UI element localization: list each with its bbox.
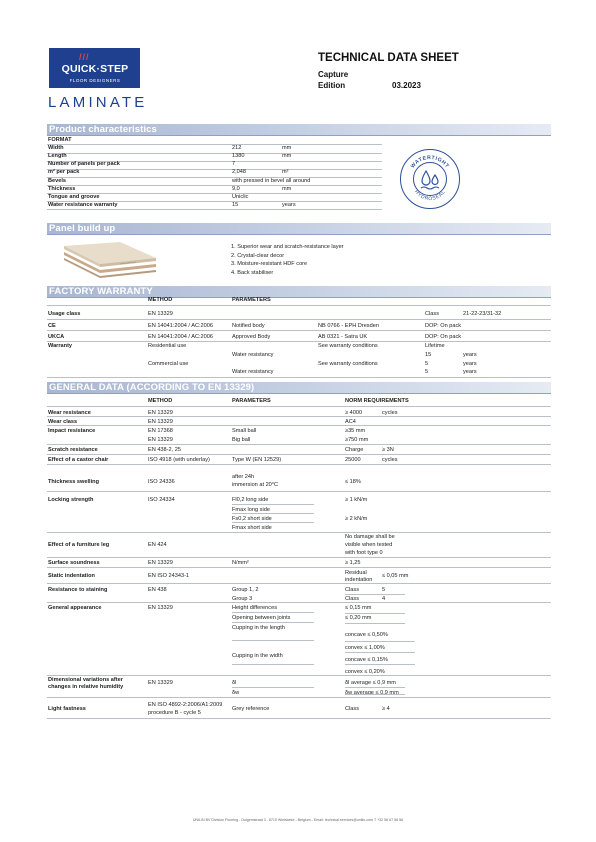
row-label: Thickness swelling (48, 479, 99, 485)
row-label: Usage class (48, 311, 81, 317)
row-param: Water resistancy (232, 352, 274, 358)
row-divider (47, 557, 551, 558)
spec-label: Number of panels per pack (48, 161, 120, 168)
cell-value: cycles (382, 457, 398, 463)
row-value: See warranty conditions (318, 343, 378, 349)
row-method: Commercial use (148, 361, 189, 367)
row-divider (47, 153, 382, 154)
cell-value: EN 13329 (148, 419, 173, 425)
cell-value: indentation (345, 577, 373, 583)
cell-value: convex ≤ 0,20% (345, 669, 385, 675)
cell-value: visible when tested (345, 542, 393, 548)
row-divider (47, 406, 551, 407)
row-value: AB 0321 - Satra UK (318, 334, 368, 340)
section-header-product: Product characteristics (47, 124, 551, 135)
row-value: DOP: On pack (425, 334, 462, 340)
spec-label: Width (48, 145, 64, 152)
logo-tagline: FLOOR DESIGNERS (69, 78, 121, 83)
row-label: UKCA (48, 334, 65, 340)
section-header-warranty: FACTORY WARRANTY (47, 286, 551, 297)
section-divider (47, 135, 551, 136)
spec-unit: years (282, 201, 296, 208)
badge-text-ring (400, 149, 460, 209)
edition-value: 03.2023 (392, 81, 421, 90)
row-param: Class (425, 311, 439, 317)
cell-value: ≤ 18% (345, 479, 361, 485)
row-unit: years (463, 369, 477, 375)
spec-label: Length (48, 153, 67, 160)
spec-value: 2,048 (232, 169, 246, 176)
cell-value: EN ISO 24343-1 (148, 573, 190, 579)
panel-layer-item: 1. Superior wear and scratch-resistance layer (231, 244, 344, 250)
cell-divider (232, 687, 314, 688)
cell-value: 4 (382, 596, 386, 602)
cell-divider (345, 613, 405, 614)
row-label: General appearance (48, 605, 102, 611)
cell-value: Class (345, 596, 359, 602)
row-divider (47, 454, 551, 455)
document-title: TECHNICAL DATA SHEET (318, 52, 459, 64)
row-divider (47, 416, 551, 417)
row-label: Surface soundness (48, 560, 100, 566)
row-divider (47, 491, 551, 492)
spec-label: Thickness (48, 185, 76, 192)
cell-value: Charge (345, 447, 364, 453)
row-label: CE (48, 323, 56, 329)
edition-label: Edition (318, 81, 346, 90)
row-divider (47, 185, 382, 186)
row-value: See warranty conditions (318, 361, 378, 367)
cell-value: δl average ≤ 0,9 mm (345, 680, 396, 686)
cell-value: Fmax long side (232, 507, 270, 513)
spec-label: m² per pack (48, 169, 80, 176)
cell-value: ISO 24334 (148, 497, 175, 503)
row-value: Lifetime (425, 343, 445, 349)
svg-text:WATERTIGHT: WATERTIGHT (409, 154, 451, 170)
cell-value: Small ball (232, 428, 257, 434)
cell-value: EN 13329 (148, 560, 173, 566)
spec-value: Uniclic (232, 193, 249, 200)
cell-value: ≥ 2 kN/m (345, 516, 368, 522)
row-method: EN 13329 (148, 311, 173, 317)
cell-divider (345, 641, 415, 642)
column-header: PARAMETERS (232, 398, 271, 404)
row-divider (47, 330, 551, 331)
row-method: EN 14041:2004 / AC:2006 (148, 334, 213, 340)
row-divider (47, 532, 551, 533)
cell-divider (232, 664, 314, 665)
cell-value: δl (232, 680, 237, 686)
spec-unit: mm (282, 153, 292, 160)
cell-value: Class (345, 706, 359, 712)
cell-value: EN 13329 (148, 437, 173, 443)
cell-value: Cupping in the length (232, 625, 285, 631)
row-divider (47, 583, 551, 584)
row-param: Water resistancy (232, 369, 274, 375)
cell-divider (345, 623, 405, 624)
row-value: 15 (425, 352, 432, 358)
spec-value: with pressed in bevel all around (232, 177, 311, 184)
panel-layers-image (60, 240, 160, 280)
row-label: Effect of a castor chair (48, 457, 109, 463)
row-label: Wear resistance (48, 410, 91, 416)
column-header: METHOD (148, 398, 173, 404)
panel-layer-item: 3. Moisture-resistant HDF core (231, 261, 308, 268)
cell-divider (232, 612, 314, 613)
cell-value: Type W (EN 12529) (232, 457, 282, 463)
cell-divider (232, 640, 314, 641)
row-label: Warranty (48, 343, 73, 349)
spec-unit: mm (282, 145, 292, 152)
cell-value: Fmax short side (232, 525, 272, 531)
logo-brand: QUICK·STEP (61, 63, 129, 75)
column-header: NORM REQUIREMENTS (345, 398, 409, 404)
cell-value: AC4 (345, 419, 356, 425)
row-value: DOP: On pack (425, 323, 462, 329)
cell-divider (345, 594, 405, 595)
row-value: 5 (425, 361, 429, 367)
cell-value: Residual (345, 570, 367, 576)
column-header: METHOD (148, 297, 173, 303)
row-value: 21-22-23/31-32 (463, 311, 502, 317)
spec-value: 15 (232, 201, 239, 208)
row-divider (47, 169, 382, 170)
spec-unit: mm (282, 185, 292, 192)
row-label: Dimensional variations after (48, 677, 123, 683)
row-divider (47, 464, 551, 465)
cell-value: Class (345, 587, 359, 593)
cell-value: ≤ 0,20 mm (345, 615, 372, 621)
row-divider (47, 697, 551, 698)
cell-value: Group 1, 2 (232, 587, 259, 593)
cell-value: cycles (382, 410, 398, 416)
footer-address: UNILIN BV Division Flooring - Ooigemstraat 3 - 8710 Wielsbeke - Belgium - Email: technical.services@unilin.com T +32 56 67 56 56 (192, 818, 404, 822)
cell-divider (345, 687, 405, 688)
row-divider (47, 444, 551, 445)
cell-divider (232, 504, 314, 505)
row-divider (47, 567, 551, 568)
spec-label: Tongue and groove (48, 193, 100, 200)
row-unit: years (463, 361, 477, 367)
cell-value: δw average ≤ 0,9 mm (345, 690, 399, 696)
row-divider (47, 341, 551, 342)
spec-value: 212 (232, 145, 242, 152)
cell-value: EN 438-2, 25 (148, 447, 181, 453)
column-header: PARAMETERS (232, 297, 271, 303)
cell-value: 25000 (345, 457, 361, 463)
cell-value: Grey reference (232, 706, 270, 712)
row-label: Light fastness (48, 706, 86, 712)
section-divider (47, 297, 551, 298)
row-param: Notified body (232, 323, 265, 329)
spec-unit: m² (282, 169, 289, 176)
cell-value: N/mm² (232, 560, 249, 566)
row-label: changes in relative humidity (48, 684, 124, 690)
spec-value: 1380 (232, 153, 245, 160)
cell-value: ≥ 1 kN/m (345, 497, 368, 503)
cell-value: EN 13329 (148, 680, 173, 686)
row-value: NB 0766 - EPH Dresden (318, 323, 379, 329)
cell-value: ≥ 4000 (345, 410, 363, 416)
row-label: Effect of a furniture leg (48, 542, 110, 548)
cell-divider (232, 622, 314, 623)
cell-value: Group 3 (232, 596, 253, 602)
section-divider (47, 393, 551, 394)
spec-label: Water resistance warranty (48, 201, 118, 208)
row-divider (47, 209, 382, 210)
cell-value: EN 424 (148, 542, 167, 548)
row-divider (47, 602, 551, 603)
svg-text:HYDROSEAL: HYDROSEAL (413, 189, 447, 203)
row-divider (47, 177, 382, 178)
cell-value: concave ≤ 0,15% (345, 657, 388, 663)
cell-value: ≥ 1,25 (345, 560, 361, 566)
row-method: Residential use (148, 343, 187, 349)
row-divider (47, 425, 551, 426)
cell-value: EN ISO 4892-2:2006/A1:2009 (148, 702, 223, 708)
section-divider (47, 234, 551, 235)
cell-value: with foot type 0 (345, 550, 383, 556)
row-label: Impact resistance (48, 428, 96, 434)
row-value: 5 (425, 369, 429, 375)
cell-value: ≥35 mm (345, 428, 366, 434)
cell-value: procedure B - cycle 5 (148, 710, 201, 716)
cell-value: after 24h (232, 474, 255, 480)
cell-value: EN 13329 (148, 410, 173, 416)
row-divider (47, 675, 551, 676)
cell-value: 5 (382, 587, 386, 593)
section-header-general: GENERAL DATA (ACCORDING TO EN 13329) (47, 382, 551, 393)
row-label: Locking strength (48, 497, 94, 503)
cell-value: Cupping in the width (232, 653, 283, 659)
logo-mark: /// (79, 52, 90, 62)
cell-value: EN 13329 (148, 605, 173, 611)
row-unit: years (463, 352, 477, 358)
product-name: Capture (318, 70, 349, 79)
product-line: LAMINATE (48, 94, 148, 111)
cell-value: ≥ 3N (382, 447, 394, 453)
cell-value: ISO 24336 (148, 479, 175, 485)
cell-divider (232, 522, 314, 523)
section-header-panel: Panel build up (47, 223, 551, 234)
cell-value: ≤ 0,15 mm (345, 605, 372, 611)
row-label: Resistance to staining (48, 587, 108, 593)
cell-value: Height differences (232, 605, 277, 611)
row-label: Static indentation (48, 573, 95, 579)
row-divider (47, 377, 551, 378)
row-label: Wear class (48, 419, 78, 425)
cell-value: δw (232, 690, 240, 696)
cell-value: EN 438 (148, 587, 167, 593)
cell-value: ≥750 mm (345, 437, 369, 443)
cell-value: EN 17368 (148, 428, 173, 434)
cell-value: concave ≤ 0,50% (345, 632, 388, 638)
row-divider (47, 144, 382, 145)
panel-layer-item: 2. Crystal-clear decor (231, 252, 285, 259)
row-divider (47, 718, 551, 719)
cell-value: Fl0,2 long side (232, 497, 269, 503)
cell-value: ≤ 0,05 mm (382, 573, 409, 579)
spec-value: 9,0 (232, 185, 240, 192)
cell-value: Big ball (232, 437, 251, 443)
spec-label: FORMAT (48, 137, 72, 143)
panel-layer-item: 4. Back stabiliser (231, 269, 274, 276)
row-label: Scratch resistance (48, 447, 98, 453)
cell-value: Opening between joints (232, 615, 291, 621)
cell-value: ISO 4918 (with underlay) (148, 457, 210, 463)
cell-value: Fs0,2 short side (232, 516, 272, 522)
cell-divider (345, 694, 405, 695)
spec-label: Bevels (48, 177, 67, 184)
cell-divider (345, 664, 415, 665)
cell-value: No damage shall be (345, 534, 395, 540)
cell-divider (345, 652, 415, 653)
row-method: EN 14041:2004 / AC:2006 (148, 323, 213, 329)
row-param: Approved Body (232, 334, 271, 340)
cell-divider (232, 513, 314, 514)
cell-value: ≥ 4 (382, 706, 390, 712)
cell-value: convex ≤ 1,00% (345, 645, 385, 651)
row-divider (47, 319, 551, 320)
row-divider (47, 305, 551, 306)
cell-value: immersion at 20°C (232, 482, 279, 488)
spec-value: 7 (232, 161, 236, 168)
